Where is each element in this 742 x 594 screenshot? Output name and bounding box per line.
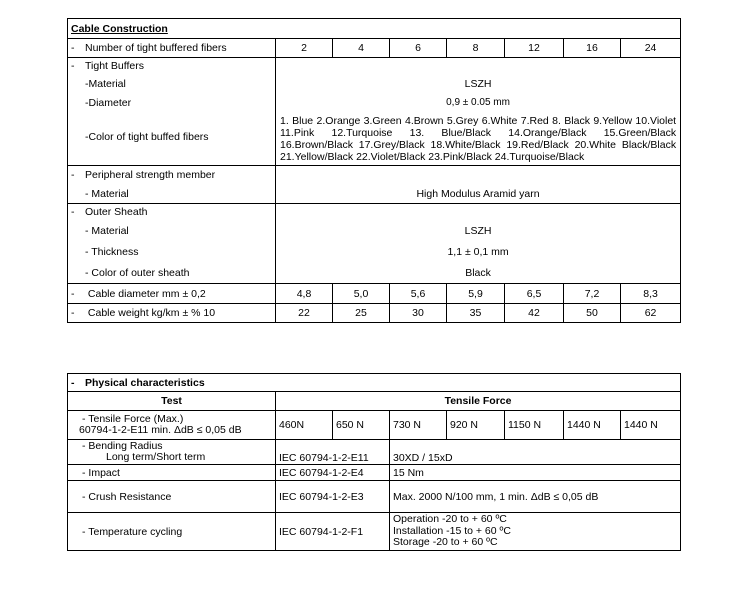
tensile-cell: 920 N [447,411,505,440]
fiber-count-cell: 2 [276,39,333,58]
weight-cell: 30 [390,304,447,323]
diameter-cell: 6,5 [505,284,564,304]
thickness-value: 1,1 ± 0,1 mm [447,246,509,258]
temperature-cycling-label: - Temperature cycling [68,513,276,551]
diameter-cell: 5,6 [390,284,447,304]
sheath-color-label: - Color of outer sheath [85,267,190,279]
fiber-count-cell: 12 [505,39,564,58]
diameter-cell: 4,8 [276,284,333,304]
bending-value: 30XD / 15xD [390,440,681,465]
fiber-color-list: 1. Blue 2.Orange 3.Green 4.Brown 5.Grey 6.White 7.Red 8. Black 9.Yellow 10.Violet 11.Pink 12.Turquoise 13. Blue/Black 14.Orange/Black 15.Green/Black 16.Brown/Black 17.Grey/Black 18.White/Black 19.Red/Black 20.White Black/Black 21.Yellow/Black 22.Violet/Black 23.Pink/Black 24.Turquoise/Black [280,115,677,163]
diameter-cell: 5,0 [333,284,390,304]
weight-cell: 42 [505,304,564,323]
outer-material-value: LSZH [464,225,492,237]
peripheral-labels: - Peripheral strength member - Material [68,166,276,204]
outer-sheath-label: Outer Sheath [85,206,148,218]
crush-resistance-label: - Crush Resistance [68,481,276,513]
material-value: LSZH [464,78,492,90]
impact-value: 15 Nm [390,465,681,481]
tensile-cell: 1440 N [621,411,681,440]
sheath-color-value: Black [465,267,491,279]
bending-standard: IEC 60794-1-2-E11 [276,440,390,465]
temperature-standard: IEC 60794-1-2-F1 [276,513,390,551]
impact-standard: IEC 60794-1-2-E4 [276,465,390,481]
peripheral-material-label: - Material [85,188,129,200]
tensile-force-header: Tensile Force [276,392,681,411]
cable-diameter-label: - Cable diameter mm ± 0,2 [68,284,276,304]
impact-label: - Impact [68,465,276,481]
outer-sheath-labels: - Outer Sheath - Material - Thickness - Color of outer sheath [68,204,276,284]
section-title: Cable Construction [68,19,681,39]
weight-cell: 25 [333,304,390,323]
tensile-force-label: - Tensile Force (Max.) 60794-1-2-E11 min. ΔdB ≤ 0,05 dB [68,411,276,440]
fiber-count-cell: 6 [390,39,447,58]
diameter-cell: 7,2 [564,284,621,304]
peripheral-material-value: High Modulus Aramid yarn [276,166,681,204]
fiber-count-label: - Number of tight buffered fibers [68,39,276,58]
tensile-cell: 1440 N [564,411,621,440]
tight-buffers-labels: - Tight Buffers -Material -Diameter -Color of tight buffed fibers [68,58,276,166]
crush-standard: IEC 60794-1-2-E3 [276,481,390,513]
tensile-cell: 460N [276,411,333,440]
storage-range: Storage -20 to + 60 ºC [393,536,498,549]
fiber-color-label: -Color of tight buffed fibers [85,131,209,143]
physical-characteristics-table [67,373,681,551]
diameter-cell: 5,9 [447,284,505,304]
test-header: Test [68,392,276,411]
weight-cell: 50 [564,304,621,323]
cable-construction-table [67,18,681,323]
fiber-count-cell: 24 [621,39,681,58]
section-title: - Physical characteristics [68,374,681,392]
weight-cell: 22 [276,304,333,323]
weight-cell: 35 [447,304,505,323]
diameter-cell: 8,3 [621,284,681,304]
tensile-cell: 1150 N [505,411,564,440]
tensile-cell: 730 N [390,411,447,440]
material-label: -Material [85,78,126,90]
fiber-count-cell: 4 [333,39,390,58]
outer-sheath-values [276,204,681,284]
diameter-value: 0,9 ± 0.05 mm [446,97,510,108]
tensile-cell: 650 N [333,411,390,440]
installation-range: Installation -15 to + 60 ºC [393,524,511,537]
tight-buffers-values [276,58,681,166]
tight-buffers-label: Tight Buffers [85,60,144,72]
fiber-count-cell: 16 [564,39,621,58]
bending-radius-label: - Bending Radius Long term/Short term [68,440,276,465]
temperature-values [390,513,681,551]
thickness-label: - Thickness [85,246,139,258]
operation-range: Operation -20 to + 60 ºC [393,513,507,526]
weight-cell: 62 [621,304,681,323]
fiber-count-cell: 8 [447,39,505,58]
crush-value: Max. 2000 N/100 mm, 1 min. ΔdB ≤ 0,05 dB [390,481,681,513]
outer-material-label: - Material [85,225,129,237]
peripheral-label: Peripheral strength member [85,169,216,181]
diameter-label: -Diameter [85,97,132,109]
cable-weight-label: - Cable weight kg/km ± % 10 [68,304,276,323]
